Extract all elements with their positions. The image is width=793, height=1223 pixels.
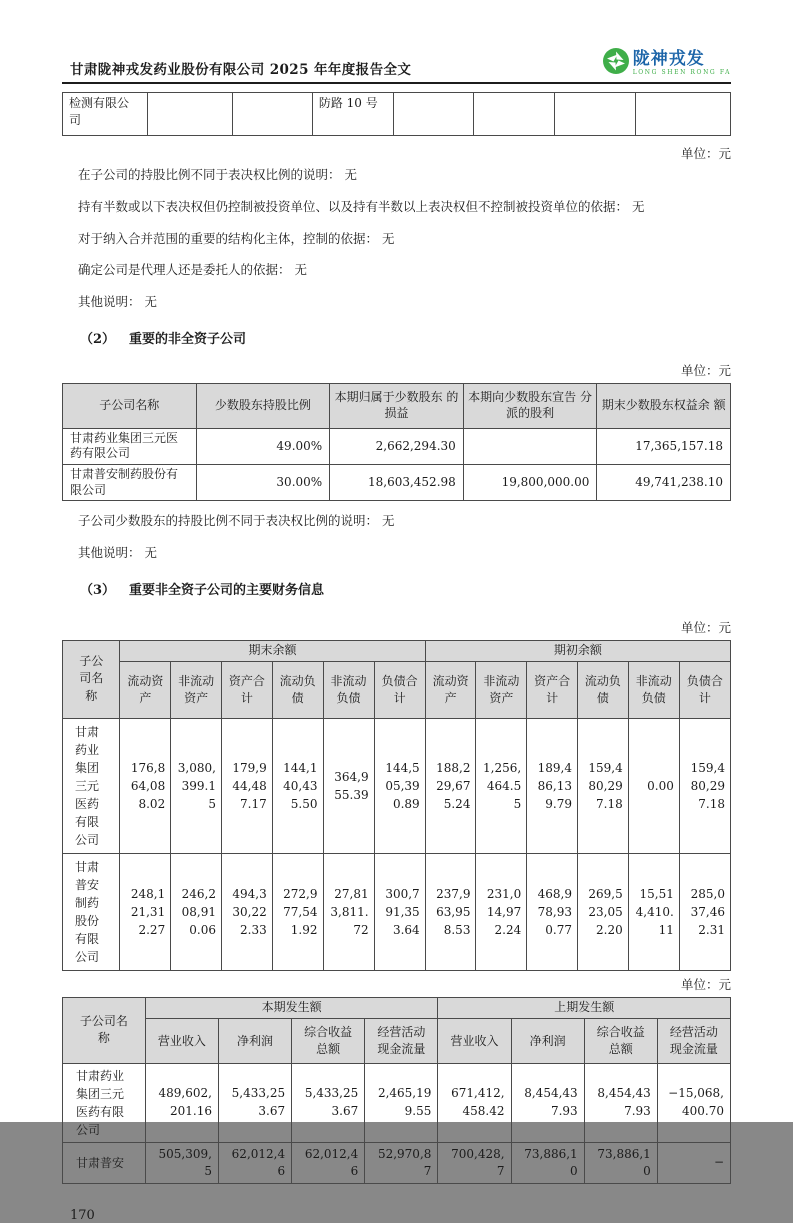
col-dividends-declared: 本期向少数股东宣告 分派的股利 [463,383,597,428]
table-row [63,1142,731,1184]
cell [232,93,312,136]
cell-value: 27,813,811.72 [323,853,374,970]
col-profit-to-minority: 本期归属于少数股东 的损益 [330,383,464,428]
col-noncurrent-assets: 非流动资产 [476,661,527,718]
minority-interest-table [62,383,731,501]
section2-heading [62,328,731,347]
note-shareholding-ratio: 在子公司的持股比例不同于表决权比例的说明： 无 [78,167,357,182]
table-row [63,853,731,970]
cell-value: 2,465,199.55 [365,1063,438,1142]
col-current-liabilities: 流动负债 [577,661,628,718]
cell-ratio: 30.00% [196,464,330,500]
unit-label: 单位：元 [680,146,731,161]
col-subsidiary-name: 子公司名称 [63,383,197,428]
cell-value: 62,012,46 [218,1142,291,1184]
cell [147,93,232,136]
cell-value: 8,454,437.93 [584,1063,657,1142]
cell-value: 159,480,297.18 [577,718,628,853]
table-row [63,464,731,500]
col-total-comprehensive-income: 综合收益总额 [584,1018,657,1063]
table-row [63,1063,731,1142]
cell-value: 144,505,390.89 [374,718,425,853]
cell-subsidiary-name: 甘肃药业集团三元医药有限公司 [63,718,120,853]
col-minority-ratio: 少数股东持股比例 [196,383,330,428]
balance-sheet-table [62,640,731,971]
page-number: 170 [70,1208,95,1223]
company-logo [603,48,731,78]
col-subsidiary-name: 子公司名称 [63,640,120,718]
logo-wordmark [632,48,731,76]
section3-heading [62,579,731,598]
col-operating-revenue: 营业收入 [145,1018,218,1063]
col-noncurrent-liabilities: 非流动负债 [628,661,679,718]
col-noncurrent-liabilities: 非流动负债 [323,661,374,718]
cell-profit: 18,603,452.98 [330,464,464,500]
col-total-liabilities: 负债合计 [679,661,730,718]
cell-profit: 2,662,294.30 [330,428,464,464]
table-header-row [63,383,731,428]
cell-subsidiary-name: 甘肃药业集团三元医 药有限公司 [63,428,197,464]
cell [474,93,554,136]
cell-value: 505,309,5 [145,1142,218,1184]
table-row [63,428,731,464]
carryover-table [62,92,731,136]
cell-value: 248,121,312.27 [120,853,171,970]
cell-value: 73,886,10 [511,1142,584,1184]
cell-value: 246,208,910.06 [171,853,222,970]
col-current-assets: 流动资产 [120,661,171,718]
unit-label: 单位：元 [680,362,731,378]
cell-value: 62,012,46 [292,1142,365,1184]
col-total-assets: 资产合计 [527,661,578,718]
cell-subsidiary-name: 甘肃普安制药股份有限公司 [63,853,120,970]
logo-english-name: LONG SHEN RONG FA [632,68,731,76]
unit-label: 单位：元 [680,619,731,635]
cell-ratio: 49.00% [196,428,330,464]
logo-chinese-name: 陇神戎发 [632,48,705,69]
cell-value: 468,978,930.77 [527,853,578,970]
group-prior-period: 上期发生额 [438,997,731,1018]
cell-value: 189,486,139.79 [527,718,578,853]
col-net-profit: 净利润 [218,1018,291,1063]
cell-company: 检测有限公司 [63,93,148,136]
col-subsidiary-name: 子公司名称 [63,997,146,1063]
cell-value: 231,014,972.24 [476,853,527,970]
col-noncurrent-assets: 非流动资产 [171,661,222,718]
note-other: 其他说明： 无 [78,544,157,560]
note-other: 其他说明： 无 [78,294,157,309]
cell-address: 防路 10 号 [312,93,393,136]
cell-equity: 49,741,238.10 [597,464,731,500]
col-minority-equity-balance: 期末少数股东权益余 额 [597,383,731,428]
group-current-period: 本期发生额 [145,997,438,1018]
cell-value: 489,602,201.16 [145,1063,218,1142]
cell-value: 144,140,435.50 [272,718,323,853]
table-row [63,93,731,136]
cell-value: 300,791,353.64 [374,853,425,970]
page-header [62,48,731,84]
note-agent-principal: 确定公司是代理人还是委托人的依据： 无 [78,262,307,278]
report-title: 甘肃陇神戎发药业股份有限公司 2025 年年度报告全文 [70,62,412,78]
col-current-assets: 流动资产 [425,661,476,718]
cell-value: 272,977,541.92 [272,853,323,970]
cell-value: 179,944,487.17 [221,718,272,853]
cell-value: 188,229,675.24 [425,718,476,853]
cell-equity: 17,365,157.18 [597,428,731,464]
table-subheader-row [63,661,731,718]
table-subheader-row [63,1018,731,1063]
cell-value: 269,523,052.20 [577,853,628,970]
cell-value: 494,330,222.33 [221,853,272,970]
cell-value: −15,068,400.70 [657,1063,730,1142]
cell-value: 5,433,253.67 [218,1063,291,1142]
col-operating-revenue: 营业收入 [438,1018,511,1063]
col-operating-cash-flow: 经营活动现金流量 [365,1018,438,1063]
cell [636,93,731,136]
cell-value: 237,963,958.53 [425,853,476,970]
cell-dividend: 19,800,000.00 [463,464,597,500]
col-total-assets: 资产合计 [221,661,272,718]
group-beginning-balance: 期初余额 [425,640,730,661]
section2-title: 重要的非全资子公司 [129,331,247,347]
col-total-comprehensive-income: 综合收益总额 [292,1018,365,1063]
cell-subsidiary-name: 甘肃普安制药股份有 限公司 [63,464,197,500]
cell [554,93,635,136]
table-row [63,718,731,853]
note-structured-entities: 对于纳入合并范围的重要的结构化主体，控制的依据： 无 [78,230,395,246]
section3-title: 重要非全资子公司的主要财务信息 [129,582,325,598]
cell [393,93,474,136]
cell-value: 5,433,253.67 [292,1063,365,1142]
cell-value: 671,412,458.42 [438,1063,511,1142]
cell-value: − [657,1142,730,1184]
pinwheel-logo-icon [603,48,629,78]
cell-subsidiary-name: 甘肃药业集团三元医药有限公司 [63,1063,146,1142]
cell-value: 73,886,10 [584,1142,657,1184]
col-operating-cash-flow: 经营活动现金流量 [657,1018,730,1063]
note-minority-ratio: 子公司少数股东的持股比例不同于表决权比例的说明： 无 [78,513,395,529]
cell-dividend [463,428,597,464]
cell-value: 159,480,297.18 [679,718,730,853]
unit-label: 单位：元 [680,976,731,992]
col-net-profit: 净利润 [511,1018,584,1063]
cell-value: 3,080,399.15 [171,718,222,853]
table-header-row [63,997,731,1018]
col-total-liabilities: 负债合计 [374,661,425,718]
cell-value: 0.00 [628,718,679,853]
col-current-liabilities: 流动负债 [272,661,323,718]
table-header-row [63,640,731,661]
cell-value: 700,428,7 [438,1142,511,1184]
note-voting-rights: 持有半数或以下表决权但仍控制被投资单位、以及持有半数以上表决权但不控制被投资单位的依据： 无 [78,198,645,214]
group-ending-balance: 期末余额 [120,640,425,661]
cell-value: 8,454,437.93 [511,1063,584,1142]
cell-subsidiary-name: 甘肃普安 [63,1142,146,1184]
cell-value: 285,037,462.31 [679,853,730,970]
section2-number: （2） [80,331,116,347]
cell-value: 15,514,410.11 [628,853,679,970]
cell-value: 176,864,088.02 [120,718,171,853]
cell-value: 364,955.39 [323,718,374,853]
cell-value: 1,256,464.55 [476,718,527,853]
cell-value: 52,970,87 [365,1142,438,1184]
income-table [62,997,731,1185]
section3-number: （3） [80,582,116,598]
